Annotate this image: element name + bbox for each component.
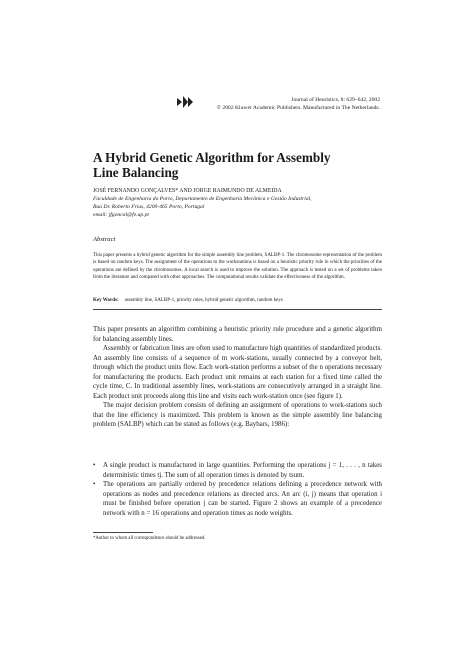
keywords-text: assembly line, SALBP-1, priority rules, hybrid genetic algorithm, random keys xyxy=(124,298,283,303)
publisher-logo xyxy=(176,95,194,109)
journal-line: Journal of Heuristics, 8: 629–642, 2002 xyxy=(291,97,380,103)
list-item xyxy=(93,480,382,518)
affiliation xyxy=(93,195,393,219)
paragraph-1: This paper presents an algorithm combining a heuristic priority rule procedure and a genetic algorithm for balancing assembly lines. xyxy=(93,326,382,343)
list-item xyxy=(93,461,382,480)
authors: JOSÉ FERNANDO GONÇALVES* AND JORGE RAIMUNDO DE ALMEIDA xyxy=(93,188,282,194)
affiliation-line-1: Faculdade de Engenharia do Porto, Departamento de Engenharia Mecânica e Gestão Industrial, xyxy=(93,196,312,202)
bullet-icon: • xyxy=(93,481,96,488)
section-divider xyxy=(93,309,382,310)
title-line-2: Line Balancing xyxy=(93,165,179,180)
footnote-divider xyxy=(93,532,153,533)
journal-header xyxy=(200,96,380,112)
list-item-text: A single product is manufactured in large quantities. Performing the operations j = 1, . . . , n takes deterministic times tj. The sum of all operation times is denoted by tsum. xyxy=(103,462,382,479)
body-text xyxy=(93,325,382,430)
affiliation-line-2: Rua Dr. Roberto Frias, 4200-465 Porto, Portugal xyxy=(93,204,205,210)
list-item-text: The operations are partially ordered by precedence relations defining a precedence network with operations as nodes and precedence relations as directed arcs. An arc (i, j) means that operation i must be finished before operation j can be started. Figure 2 shows an example of a precedence network with n = 16 operations and operation times as node weights. xyxy=(103,481,382,517)
footnote: *Author to whom all correspondence should be addressed. xyxy=(93,536,206,541)
paragraph-2: Assembly or fabrication lines are often used to manufacture high quantities of standardized products. An assembly line consists of a sequence of m work-stations, usually connected by a conveyor belt, through which the product units flow. Each work-station performs a subset of the n operations necessary for manufacturing the products. Each product unit remains at each station for a fixed time called the cycle time, C. In traditional assembly lines, work-stations are consecutively arranged in a straight line. Each product unit proceeds along this line and visits each work-station once (see figure 1). xyxy=(93,345,382,400)
assumption-list xyxy=(93,461,382,518)
keywords-label: Key Words: xyxy=(93,298,119,303)
author-email: email: jfgoncal@fe.up.pt xyxy=(93,212,149,218)
bullet-icon: • xyxy=(93,462,96,469)
keywords xyxy=(93,297,383,304)
copyright-line: © 2002 Kluwer Academic Publishers. Manufactured in The Netherlands. xyxy=(216,105,380,111)
paper-title xyxy=(93,150,393,180)
title-line-1: A Hybrid Genetic Algorithm for Assembly xyxy=(93,150,331,165)
abstract-heading: Abstract xyxy=(93,236,116,243)
paragraph-3: The major decision problem consists of defining an assignment of operations to work-stations such that the line efficiency is maximized. This problem is known as the simple assembly line balancing problem (SALBP) which can be stated as follows (e.g. Baybars, 1986): xyxy=(93,402,382,428)
abstract-body: This paper presents a hybrid genetic algorithm for the simple assembly line problem, SALBP-1. The chromosome representation of the problem is based on random keys. The assignment of the operations to the workstations is based on a heuristic priority rule in which the priorities of the operations are defined by the chromosomes. A local search is used to improve the solution. The approach is tested on a set of problems taken from the literature and compared with other approaches. The computational results validate the effectiveness of the algorithm. xyxy=(93,253,382,281)
